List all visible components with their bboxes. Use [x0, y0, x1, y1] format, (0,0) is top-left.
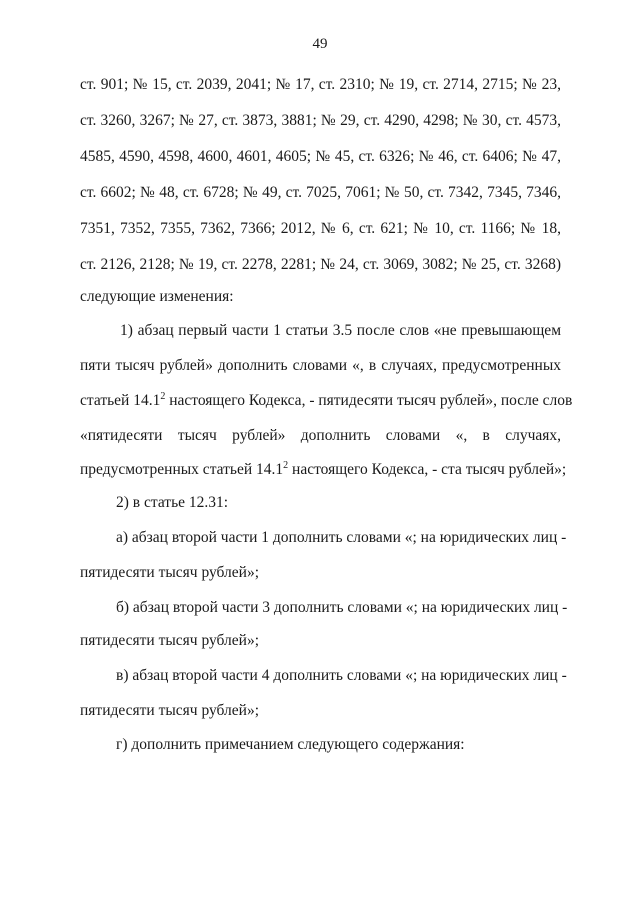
- item1-line: пяти тысяч рублей» дополнить словами «, в случаях, предусмотренных: [80, 357, 561, 374]
- item1-line: предусмотренных статьей 14.1$^2$ настоящего Кодекса, - ста тысяч рублей»;: [80, 460, 567, 478]
- subitem-v-line: пятидесяти тысяч рублей»;: [80, 702, 260, 719]
- text-line: ст. 901; № 15, ст. 2039, 2041; № 17, ст. 2310; № 19, ст. 2714, 2715; № 23,: [80, 76, 561, 93]
- item1-line: «пятидесяти тысяч рублей» дополнить словами «, в случаях,: [80, 427, 561, 444]
- text-line: следующие изменения:: [80, 288, 234, 305]
- subitem-a-line: пятидесяти тысяч рублей»;: [80, 564, 260, 581]
- text-line: ст. 3260, 3267; № 27, ст. 3873, 3881; № 29, ст. 4290, 4298; № 30, ст. 4573,: [80, 112, 561, 129]
- item1-line: 1) абзац первый части 1 статьи 3.5 после слов «не превышающем: [120, 322, 561, 339]
- subitem-a-line: а) абзац второй части 1 дополнить словами «; на юридических лиц -: [116, 529, 567, 546]
- item2-heading: 2) в статье 12.31:: [116, 494, 229, 511]
- subitem-b-line: пятидесяти тысяч рублей»;: [80, 632, 260, 649]
- subitem-v-line: в) абзац второй части 4 дополнить словами «; на юридических лиц -: [116, 667, 567, 684]
- item1-line: статьей 14.1$^2$ настоящего Кодекса, - пятидесяти тысяч рублей», после слов: [80, 391, 573, 409]
- page-number: 49: [312, 36, 328, 52]
- subitem-g-line: г) дополнить примечанием следующего содержания:: [116, 736, 465, 753]
- subitem-b-line: б) абзац второй части 3 дополнить словами «; на юридических лиц -: [116, 599, 568, 616]
- text-line: ст. 2126, 2128; № 19, ст. 2278, 2281; № 24, ст. 3069, 3082; № 25, ст. 3268): [80, 256, 561, 273]
- text-line: ст. 6602; № 48, ст. 6728; № 49, ст. 7025, 7061; № 50, ст. 7342, 7345, 7346,: [80, 184, 561, 201]
- text-line: 7351, 7352, 7355, 7362, 7366; 2012, № 6, ст. 621; № 10, ст. 1166; № 18,: [80, 220, 561, 237]
- text-line: 4585, 4590, 4598, 4600, 4601, 4605; № 45, ст. 6326; № 46, ст. 6406; № 47,: [80, 148, 561, 165]
